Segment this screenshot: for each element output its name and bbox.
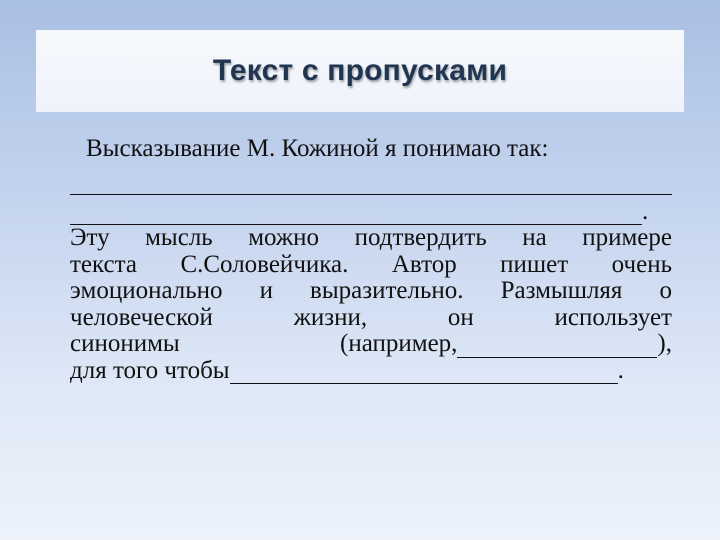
paragraph-line-2 <box>70 252 672 279</box>
paragraph-line-4 <box>70 305 672 332</box>
word: он <box>447 303 474 331</box>
word: человеческой <box>70 303 213 331</box>
paragraph-line-1 <box>70 225 672 252</box>
word: синонимы <box>70 330 180 357</box>
word: Размышляя <box>500 277 623 304</box>
word: ), <box>657 330 672 357</box>
title-band <box>36 30 684 112</box>
word: Эту <box>70 224 110 251</box>
answer-blank-1[interactable] <box>70 172 672 195</box>
word: С.Соловейчика. <box>180 250 349 278</box>
word: текста <box>70 250 137 278</box>
word: очень <box>611 250 672 278</box>
answer-blank-line-2 <box>70 199 672 226</box>
purpose-blank[interactable] <box>230 363 618 384</box>
word: мысль <box>145 224 213 251</box>
word: Автор <box>391 250 457 278</box>
word: выразительно. <box>310 277 464 304</box>
word: жизни, <box>293 303 368 331</box>
line2-period: . <box>642 197 649 225</box>
word: пишет <box>500 250 569 278</box>
word: использует <box>554 303 672 331</box>
purpose-period: . <box>617 356 624 384</box>
intro-line: Высказывание М. Кожиной я понимаю так: <box>86 135 549 162</box>
word: и <box>259 277 273 304</box>
word: о <box>659 277 672 304</box>
answer-blank-2[interactable] <box>70 204 642 225</box>
word: можно <box>248 224 320 251</box>
synonyms-example <box>340 331 672 358</box>
word: для того чтобы <box>70 356 230 384</box>
word: примере <box>582 224 672 251</box>
synonyms-blank[interactable] <box>457 337 657 358</box>
word: на <box>522 224 547 251</box>
word: подтвердить <box>354 224 487 251</box>
text-body <box>70 136 672 384</box>
word: эмоционально <box>70 277 223 304</box>
purpose-line <box>70 358 672 385</box>
slide-title: Текст с пропусками <box>212 54 508 87</box>
synonyms-line <box>70 331 672 358</box>
paragraph-line-3 <box>70 278 672 305</box>
word: (например, <box>340 330 458 357</box>
